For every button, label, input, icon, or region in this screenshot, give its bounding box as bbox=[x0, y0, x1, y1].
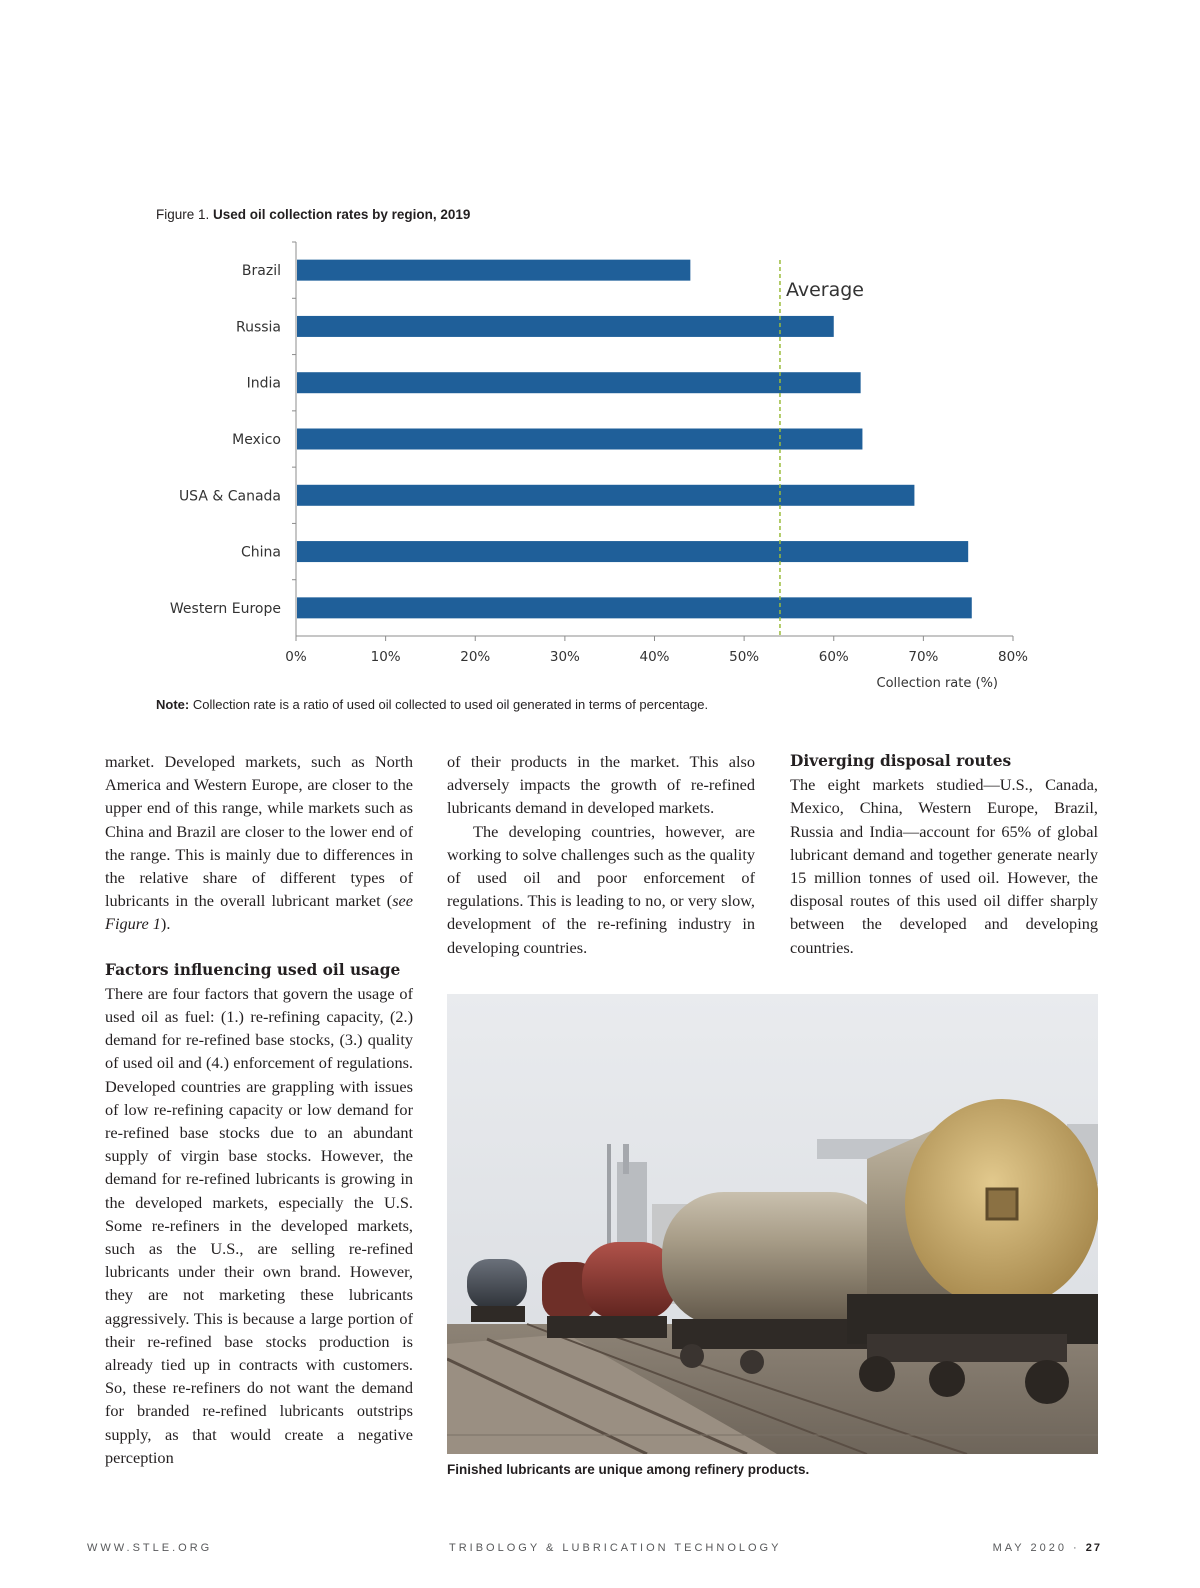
paragraph: The eight markets studied—U.S., Canada, Mexico, China, Western Europe, Brazil, Russia and India—account for 65% of global lubricant demand and together generate nearly 15 million tonnes of used oil. However, the disposal routes of this used oil differ sharply between the developed and developing countries. bbox=[790, 775, 1098, 957]
figure-label: Figure 1. bbox=[156, 207, 210, 222]
bar-brazil bbox=[297, 260, 690, 281]
category-label: Mexico bbox=[232, 432, 281, 448]
x-tick-label: 70% bbox=[908, 649, 939, 665]
bar-china bbox=[297, 541, 968, 562]
average-label: Average bbox=[785, 279, 865, 301]
category-label: India bbox=[246, 375, 281, 392]
category-label: USA & Canada bbox=[178, 488, 281, 505]
footer-separator: · bbox=[1073, 1542, 1080, 1554]
category-label: Western Europe bbox=[169, 600, 281, 617]
x-tick-label: 0% bbox=[285, 649, 307, 665]
bar-russia bbox=[297, 316, 834, 337]
paragraph: market. Developed markets, such as North America and Western Europe, are closer to the upper end of this range, while markets such as China and Brazil are closer to the lower end of the range. This is mainly due to differences in the relative share of different types of lubricants in the overall lubricant market (see Figure 1). bbox=[105, 752, 413, 934]
footer-issue bbox=[993, 1542, 1102, 1554]
x-tick-label: 80% bbox=[997, 649, 1029, 665]
footer-issue-date: MAY 2020 bbox=[992, 1542, 1067, 1554]
heading-factors: Factors influencing used oil usage bbox=[105, 960, 401, 979]
footer-publication: TRIBOLOGY & LUBRICATION TECHNOLOGY bbox=[449, 1542, 782, 1554]
page-number: 27 bbox=[1085, 1542, 1102, 1554]
heading-disposal: Diverging disposal routes bbox=[790, 752, 1012, 770]
category-label: Russia bbox=[235, 319, 281, 336]
x-tick-label: 50% bbox=[729, 649, 760, 665]
category-label: China bbox=[241, 544, 281, 561]
figure-note-text: Collection rate is a ratio of used oil collected to used oil generated in terms of percentage. bbox=[192, 697, 709, 712]
paragraph: The developing countries, however, are working to solve challenges such as the quality of used oil and poor enforcement of regulations. This is leading to no, or very slow, development of the re-refining industry in developing countries. bbox=[447, 821, 755, 957]
photo-caption: Finished lubricants are unique among refinery products. bbox=[447, 1462, 810, 1477]
bar-india bbox=[297, 372, 861, 393]
x-tick-label: 40% bbox=[639, 649, 670, 665]
paragraph: There are four factors that govern the usage of used oil as fuel: (1.) re-refining capacity, (2.) demand for re-refined base stocks, (3.) quality of used oil and (4.) enforcement of regulations. Developed countries are grappling with issues of low re-refining capacity or low demand for re-refined base stocks due to an abundant supply of virgin base stocks. However, the demand for re-refined lubricants is growing in the developed markets, especially the U.S. Some re-refiners in the developed markets, such as the U.S., are selling re-refined lubricants under their own brand. However, they are not marketing these lubricants aggressively. This is because a large portion of their re-refined base stocks production is already tied up in contracts with customers. So, these re-refiners do not want the demand for branded re-refined lubricants outstrips supply, as that would create a negative perception bbox=[105, 983, 413, 1467]
x-tick-label: 30% bbox=[549, 649, 580, 665]
paragraph: of their products in the market. This also adversely impacts the growth of re-refined lubricants demand in developed markets. bbox=[447, 752, 755, 818]
x-tick-label: 20% bbox=[460, 649, 491, 665]
figure-caption bbox=[156, 207, 470, 222]
category-label: Brazil bbox=[241, 263, 281, 280]
x-tick-label: 10% bbox=[370, 649, 401, 665]
figure-reference: see Figure 1 bbox=[105, 891, 413, 934]
figure-title: Used oil collection rates by region, 2019 bbox=[213, 207, 471, 222]
article-column-2 bbox=[447, 750, 755, 959]
figure-note bbox=[156, 697, 1056, 712]
x-tick-label: 60% bbox=[818, 649, 849, 665]
figure-note-label: Note: bbox=[156, 697, 190, 712]
bar-western-europe bbox=[297, 597, 972, 618]
article-column-1 bbox=[105, 750, 413, 1469]
tank-car-illustration bbox=[447, 994, 1098, 1454]
collection-rate-chart bbox=[150, 232, 1050, 697]
tank-car-photo bbox=[447, 994, 1098, 1454]
x-axis-title: Collection rate (%) bbox=[876, 676, 998, 691]
bar-usa-canada bbox=[297, 485, 914, 506]
footer-website: WWW.STLE.ORG bbox=[87, 1542, 213, 1554]
bar-mexico bbox=[297, 429, 862, 450]
article-column-3 bbox=[790, 750, 1098, 959]
